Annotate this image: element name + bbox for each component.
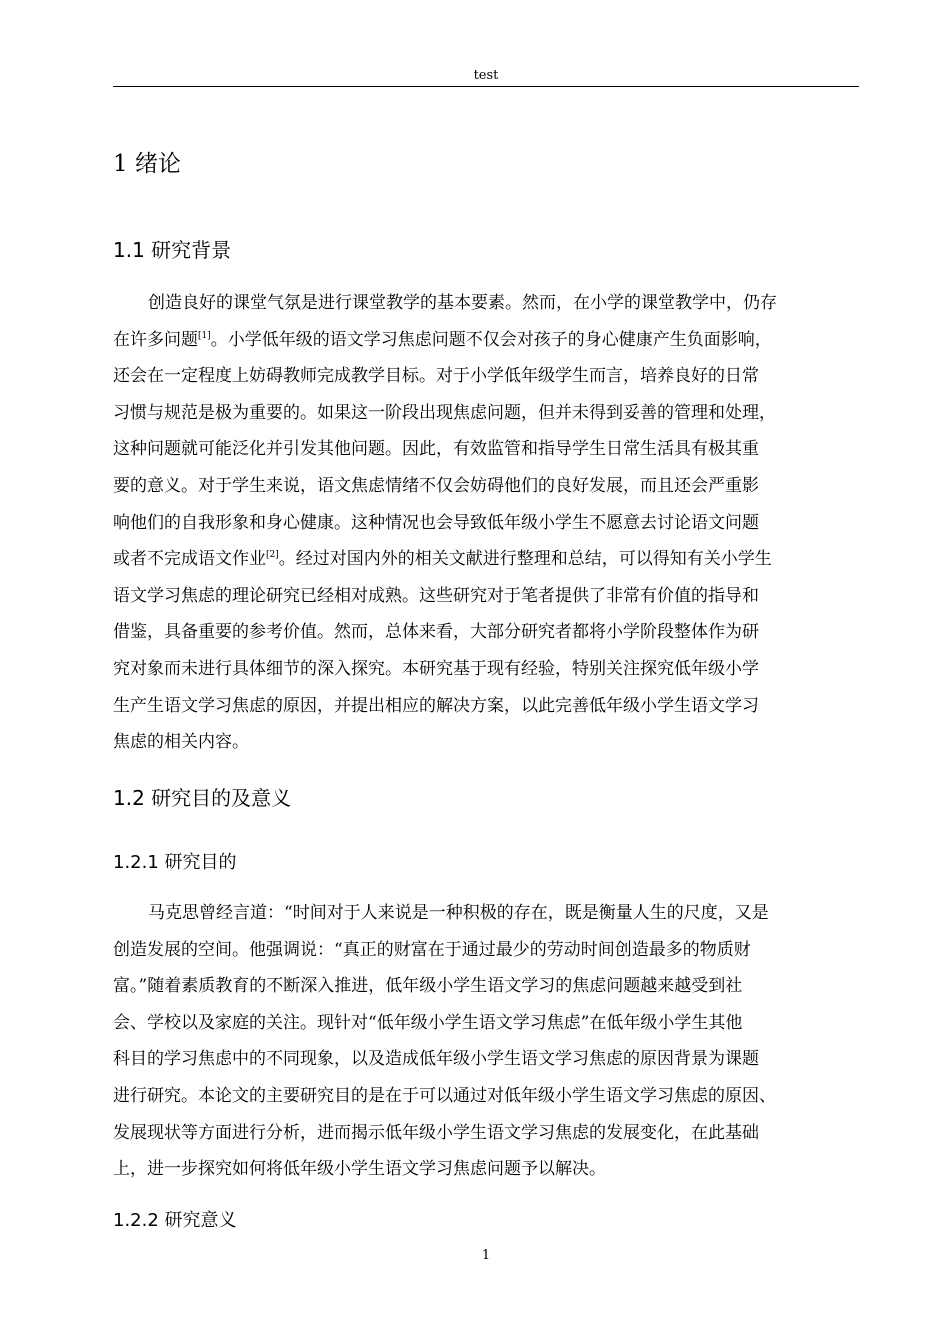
text-line — [113, 578, 859, 615]
paragraph-research-purpose — [113, 895, 859, 1188]
text-line — [113, 895, 859, 932]
line-text: 响他们的自我形象和身心健康。这种情况也会导致低年级小学生不愿意去讨论语文问题 — [113, 512, 759, 533]
text-line — [113, 968, 859, 1005]
line-text: 或者不完成语文作业 — [113, 549, 266, 570]
line-text: 语文学习焦虑的理论研究已经相对成熟。这些研究对于笔者提供了非常有价值的指导和 — [113, 585, 759, 606]
text-line — [113, 724, 859, 761]
line-text: 上，进一步探究如何将低年级小学生语文学习焦虑问题予以解决。 — [113, 1159, 606, 1180]
running-header: test — [473, 68, 499, 83]
line-text: 要的意义。对于学生来说，语文焦虑情绪不仅会妨碍他们的良好发展，而且还会严重影 — [113, 475, 759, 496]
line-text: 这种问题就可能泛化并引发其他问题。因此，有效监管和指导学生日常生活具有极其重 — [113, 439, 759, 460]
section-heading-1-2: 1.2 研究目的及意义 — [113, 786, 292, 810]
text-line — [113, 1078, 859, 1115]
line-text: 焦虑的相关内容。 — [113, 732, 249, 753]
text-line — [113, 468, 859, 505]
text-line — [113, 358, 859, 395]
text-line — [113, 932, 859, 969]
line-text: 富。”随着素质教育的不断深入推进，低年级小学生语文学习的焦虑问题越来越受到社 — [113, 976, 743, 997]
line-text: 创造良好的课堂气氛是进行课堂教学的基本要素。然而，在小学的课堂教学中，仍存 — [148, 293, 777, 313]
subsection-heading-1-2-1: 1.2.1 研究目的 — [113, 852, 237, 873]
line-text: 借鉴，具备重要的参考价值。然而，总体来看，大部分研究者都将小学阶段整体作为研 — [113, 622, 759, 643]
line-text: 。小学低年级的语文学习焦虑问题不仅会对孩子的身心健康产生负面影响， — [210, 329, 772, 350]
text-line — [113, 688, 859, 725]
line-text: 习惯与规范是极为重要的。如果这一阶段出现焦虑问题，但并未得到妥善的管理和处理， — [113, 402, 776, 423]
subsection-heading-1-2-2: 1.2.2 研究意义 — [113, 1210, 237, 1231]
section-heading-1-1: 1.1 研究背景 — [113, 238, 232, 262]
text-line — [113, 505, 859, 542]
text-line — [113, 541, 859, 578]
line-text: 发展现状等方面进行分析，进而揭示低年级小学生语文学习焦虑的发展变化，在此基础 — [113, 1122, 759, 1143]
text-line — [113, 651, 859, 688]
text-line — [113, 1115, 859, 1152]
line-text: 科目的学习焦虑中的不同现象，以及造成低年级小学生语文学习焦虑的原因背景为课题 — [113, 1049, 759, 1070]
text-line — [113, 431, 859, 468]
line-text: 会、学校以及家庭的关注。现针对“低年级小学生语文学习焦虑”在低年级小学生其他 — [113, 1012, 743, 1033]
chapter-heading: 1 绪论 — [113, 151, 181, 177]
header-divider — [113, 86, 859, 87]
citation-marker[interactable]: [1] — [198, 330, 211, 341]
line-text: 还会在一定程度上妨碍教师完成教学目标。对于小学低年级学生而言，培养良好的日常 — [113, 366, 759, 387]
citation-marker[interactable]: [2] — [266, 550, 279, 561]
paragraph-research-background — [113, 285, 859, 761]
line-text: 马克思曾经言道：“时间对于人来说是一种积极的存在，既是衡量人生的尺度，又是 — [148, 903, 769, 923]
line-text: 。经过对国内外的相关文献进行整理和总结，可以得知有关小学生 — [278, 549, 772, 570]
page-number: 1 — [481, 1248, 491, 1263]
line-text: 在许多问题 — [113, 329, 198, 350]
line-text: 究对象而未进行具体细节的深入探究。本研究基于现有经验，特别关注探究低年级小学 — [113, 658, 759, 679]
text-line — [113, 1005, 859, 1042]
text-line — [113, 285, 859, 322]
text-line — [113, 395, 859, 432]
line-text: 生产生语文学习焦虑的原因，并提出相应的解决方案，以此完善低年级小学生语文学习 — [113, 695, 759, 716]
text-line — [113, 1041, 859, 1078]
line-text: 进行研究。本论文的主要研究目的是在于可以通过对低年级小学生语文学习焦虑的原因、 — [113, 1085, 776, 1106]
text-line — [113, 322, 859, 359]
text-line — [113, 614, 859, 651]
text-line — [113, 1151, 859, 1188]
line-text: 创造发展的空间。他强调说：“真正的财富在于通过最少的劳动时间创造最多的物质财 — [113, 939, 751, 960]
